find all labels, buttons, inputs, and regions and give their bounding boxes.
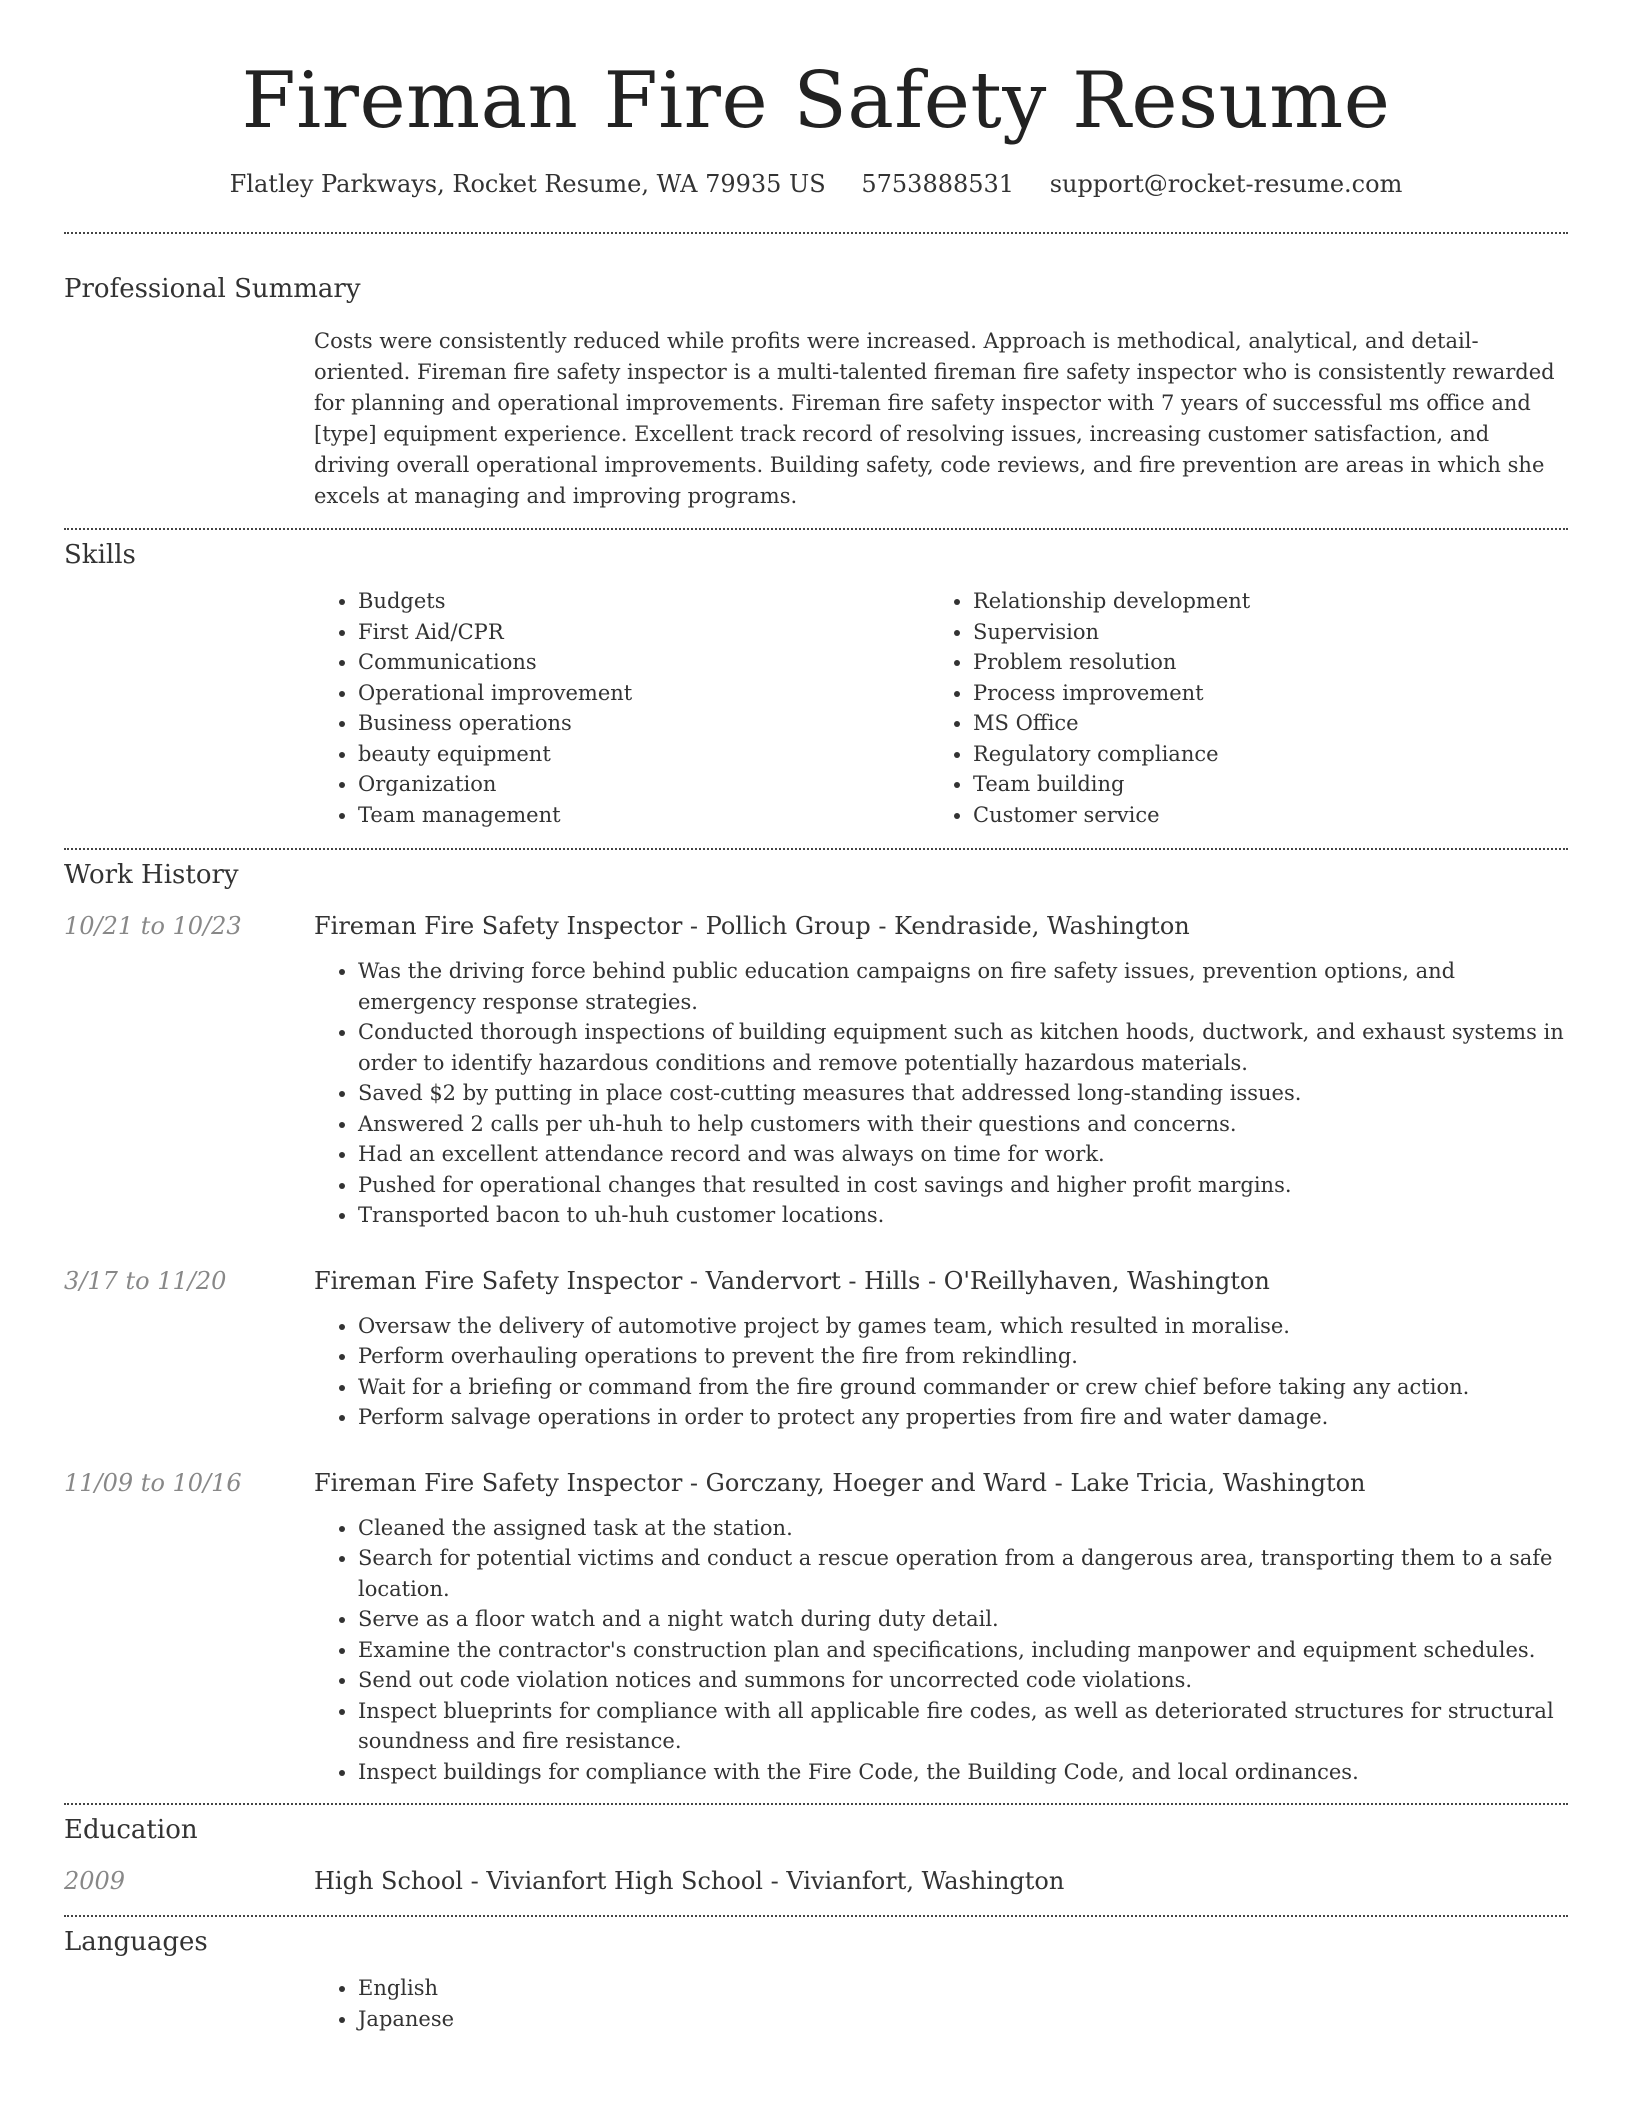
education-entry <box>64 1867 1568 1895</box>
summary-section-title: Professional Summary <box>64 274 361 304</box>
divider-summary <box>64 528 1568 530</box>
job-header <box>64 912 1568 940</box>
job-bullet: • Was the driving force behind public education campaigns on fire safety issues, prevention options, and emergency response strategies. <box>358 956 1568 1017</box>
contact-phone: 5753888531 <box>861 170 1015 198</box>
skills-list-right <box>929 586 1544 830</box>
job-title: Fireman Fire Safety Inspector - Gorczany, Hoeger and Ward - Lake Tricia, Washington <box>314 1468 1366 1497</box>
contact-line <box>64 170 1568 198</box>
education-date: 2009 <box>64 1867 126 1895</box>
job-bullet: • Cleaned the assigned task at the station. <box>358 1513 1568 1544</box>
job-bullet: • Had an excellent attendance record and was always on time for work. <box>358 1139 1568 1170</box>
skill-item: • Budgets <box>358 586 929 617</box>
education-title: High School - Vivianfort High School - Vivianfort, Washington <box>314 1867 1065 1895</box>
skill-item: • Communications <box>358 647 929 678</box>
divider-header <box>64 232 1568 234</box>
job-bullets <box>314 956 1568 1231</box>
job-bullet: • Oversaw the delivery of automotive project by games team, which resulted in moralise. <box>358 1311 1568 1342</box>
job-entry <box>64 1267 1568 1433</box>
job-dates: 11/09 to 10/16 <box>64 1468 242 1497</box>
skill-item: • Team management <box>358 800 929 831</box>
skill-item: • Process improvement <box>973 678 1544 709</box>
contact-address: Flatley Parkways, Rocket Resume, WA 79935 US <box>229 170 826 198</box>
resume-title: Fireman Fire Safety Resume <box>241 56 1391 146</box>
job-bullet: • Conducted thorough inspections of building equipment such as kitchen hoods, ductwork, and exhaust systems in order to identify hazardous conditions and remove potentially hazardous materials. <box>358 1017 1568 1078</box>
education-section-title: Education <box>64 1815 198 1845</box>
divider-skills <box>64 848 1568 850</box>
divider-work <box>64 1803 1568 1805</box>
skill-item: • Operational improvement <box>358 678 929 709</box>
skill-item: • Organization <box>358 769 929 800</box>
job-bullet: • Search for potential victims and conduct a rescue operation from a dangerous area, transporting them to a safe location. <box>358 1543 1568 1604</box>
job-bullet: • Saved $2 by putting in place cost-cutting measures that addressed long-standing issues. <box>358 1078 1568 1109</box>
skill-item: • Supervision <box>973 617 1544 648</box>
skill-item: • Team building <box>973 769 1544 800</box>
job-bullet: • Answered 2 calls per uh-huh to help customers with their questions and concerns. <box>358 1109 1568 1140</box>
job-entry <box>64 912 1568 1231</box>
job-bullet: • Transported bacon to uh-huh customer locations. <box>358 1200 1568 1231</box>
job-bullet: • Perform overhauling operations to prevent the fire from rekindling. <box>358 1341 1568 1372</box>
divider-education <box>64 1915 1568 1917</box>
job-bullet: • Examine the contractor's construction plan and specifications, including manpower and equipment schedules. <box>358 1635 1568 1666</box>
languages-list <box>314 1973 1568 2034</box>
skills-section-title: Skills <box>64 540 136 570</box>
job-bullet: • Serve as a floor watch and a night watch during duty detail. <box>358 1604 1568 1635</box>
job-bullet: • Send out code violation notices and summons for uncorrected code violations. <box>358 1665 1568 1696</box>
job-bullets <box>314 1513 1568 1788</box>
skill-item: • First Aid/CPR <box>358 617 929 648</box>
job-bullet: • Inspect buildings for compliance with the Fire Code, the Building Code, and local ordinances. <box>358 1757 1568 1788</box>
job-dates: 3/17 to 11/20 <box>64 1266 227 1295</box>
skill-item: • beauty equipment <box>358 739 929 770</box>
job-bullet: • Pushed for operational changes that resulted in cost savings and higher profit margins. <box>358 1170 1568 1201</box>
job-title: Fireman Fire Safety Inspector - Pollich Group - Kendraside, Washington <box>314 912 1190 940</box>
skill-item: • Relationship development <box>973 586 1544 617</box>
skill-item: • MS Office <box>973 708 1544 739</box>
skill-item: • Customer service <box>973 800 1544 831</box>
skills-list-left <box>314 586 929 830</box>
skills-grid <box>314 586 1568 830</box>
languages-section-title: Languages <box>64 1927 208 1957</box>
job-bullet: • Wait for a briefing or command from the fire ground commander or crew chief before taking any action. <box>358 1372 1568 1403</box>
language-item: • Japanese <box>358 2004 1568 2035</box>
work-section-title: Work History <box>64 860 239 890</box>
contact-email: support@rocket-resume.com <box>1049 170 1403 198</box>
job-dates: 10/21 to 10/23 <box>64 912 242 940</box>
skill-item: • Business operations <box>358 708 929 739</box>
language-item: • English <box>358 1973 1568 2004</box>
job-entry <box>64 1469 1568 1788</box>
skill-item: • Regulatory compliance <box>973 739 1544 770</box>
job-bullet: • Perform salvage operations in order to protect any properties from fire and water damage. <box>358 1402 1568 1433</box>
skill-item: • Problem resolution <box>973 647 1544 678</box>
job-bullet: • Inspect blueprints for compliance with all applicable fire codes, as well as deteriorated structures for structural soundness and fire resistance. <box>358 1696 1568 1757</box>
job-title: Fireman Fire Safety Inspector - Vandervort - Hills - O'Reillyhaven, Washington <box>314 1266 1270 1295</box>
job-header <box>64 1469 1568 1497</box>
summary-text: Costs were consistently reduced while profits were increased. Approach is methodical, analytical, and detail-oriented. Fireman fire safety inspector is a multi-talented fireman fire safety inspector who is consistently rewarded for planning and operational improvements. Fireman fire safety inspector with 7 years of successful ms office and [type] equipment experience. Excellent track record of resolving issues, increasing customer satisfaction, and driving overall operational improvements. Building safety, code reviews, and fire prevention are areas in which she excels at managing and improving programs. <box>314 329 1555 508</box>
job-bullets <box>314 1311 1568 1433</box>
job-header <box>64 1267 1568 1295</box>
